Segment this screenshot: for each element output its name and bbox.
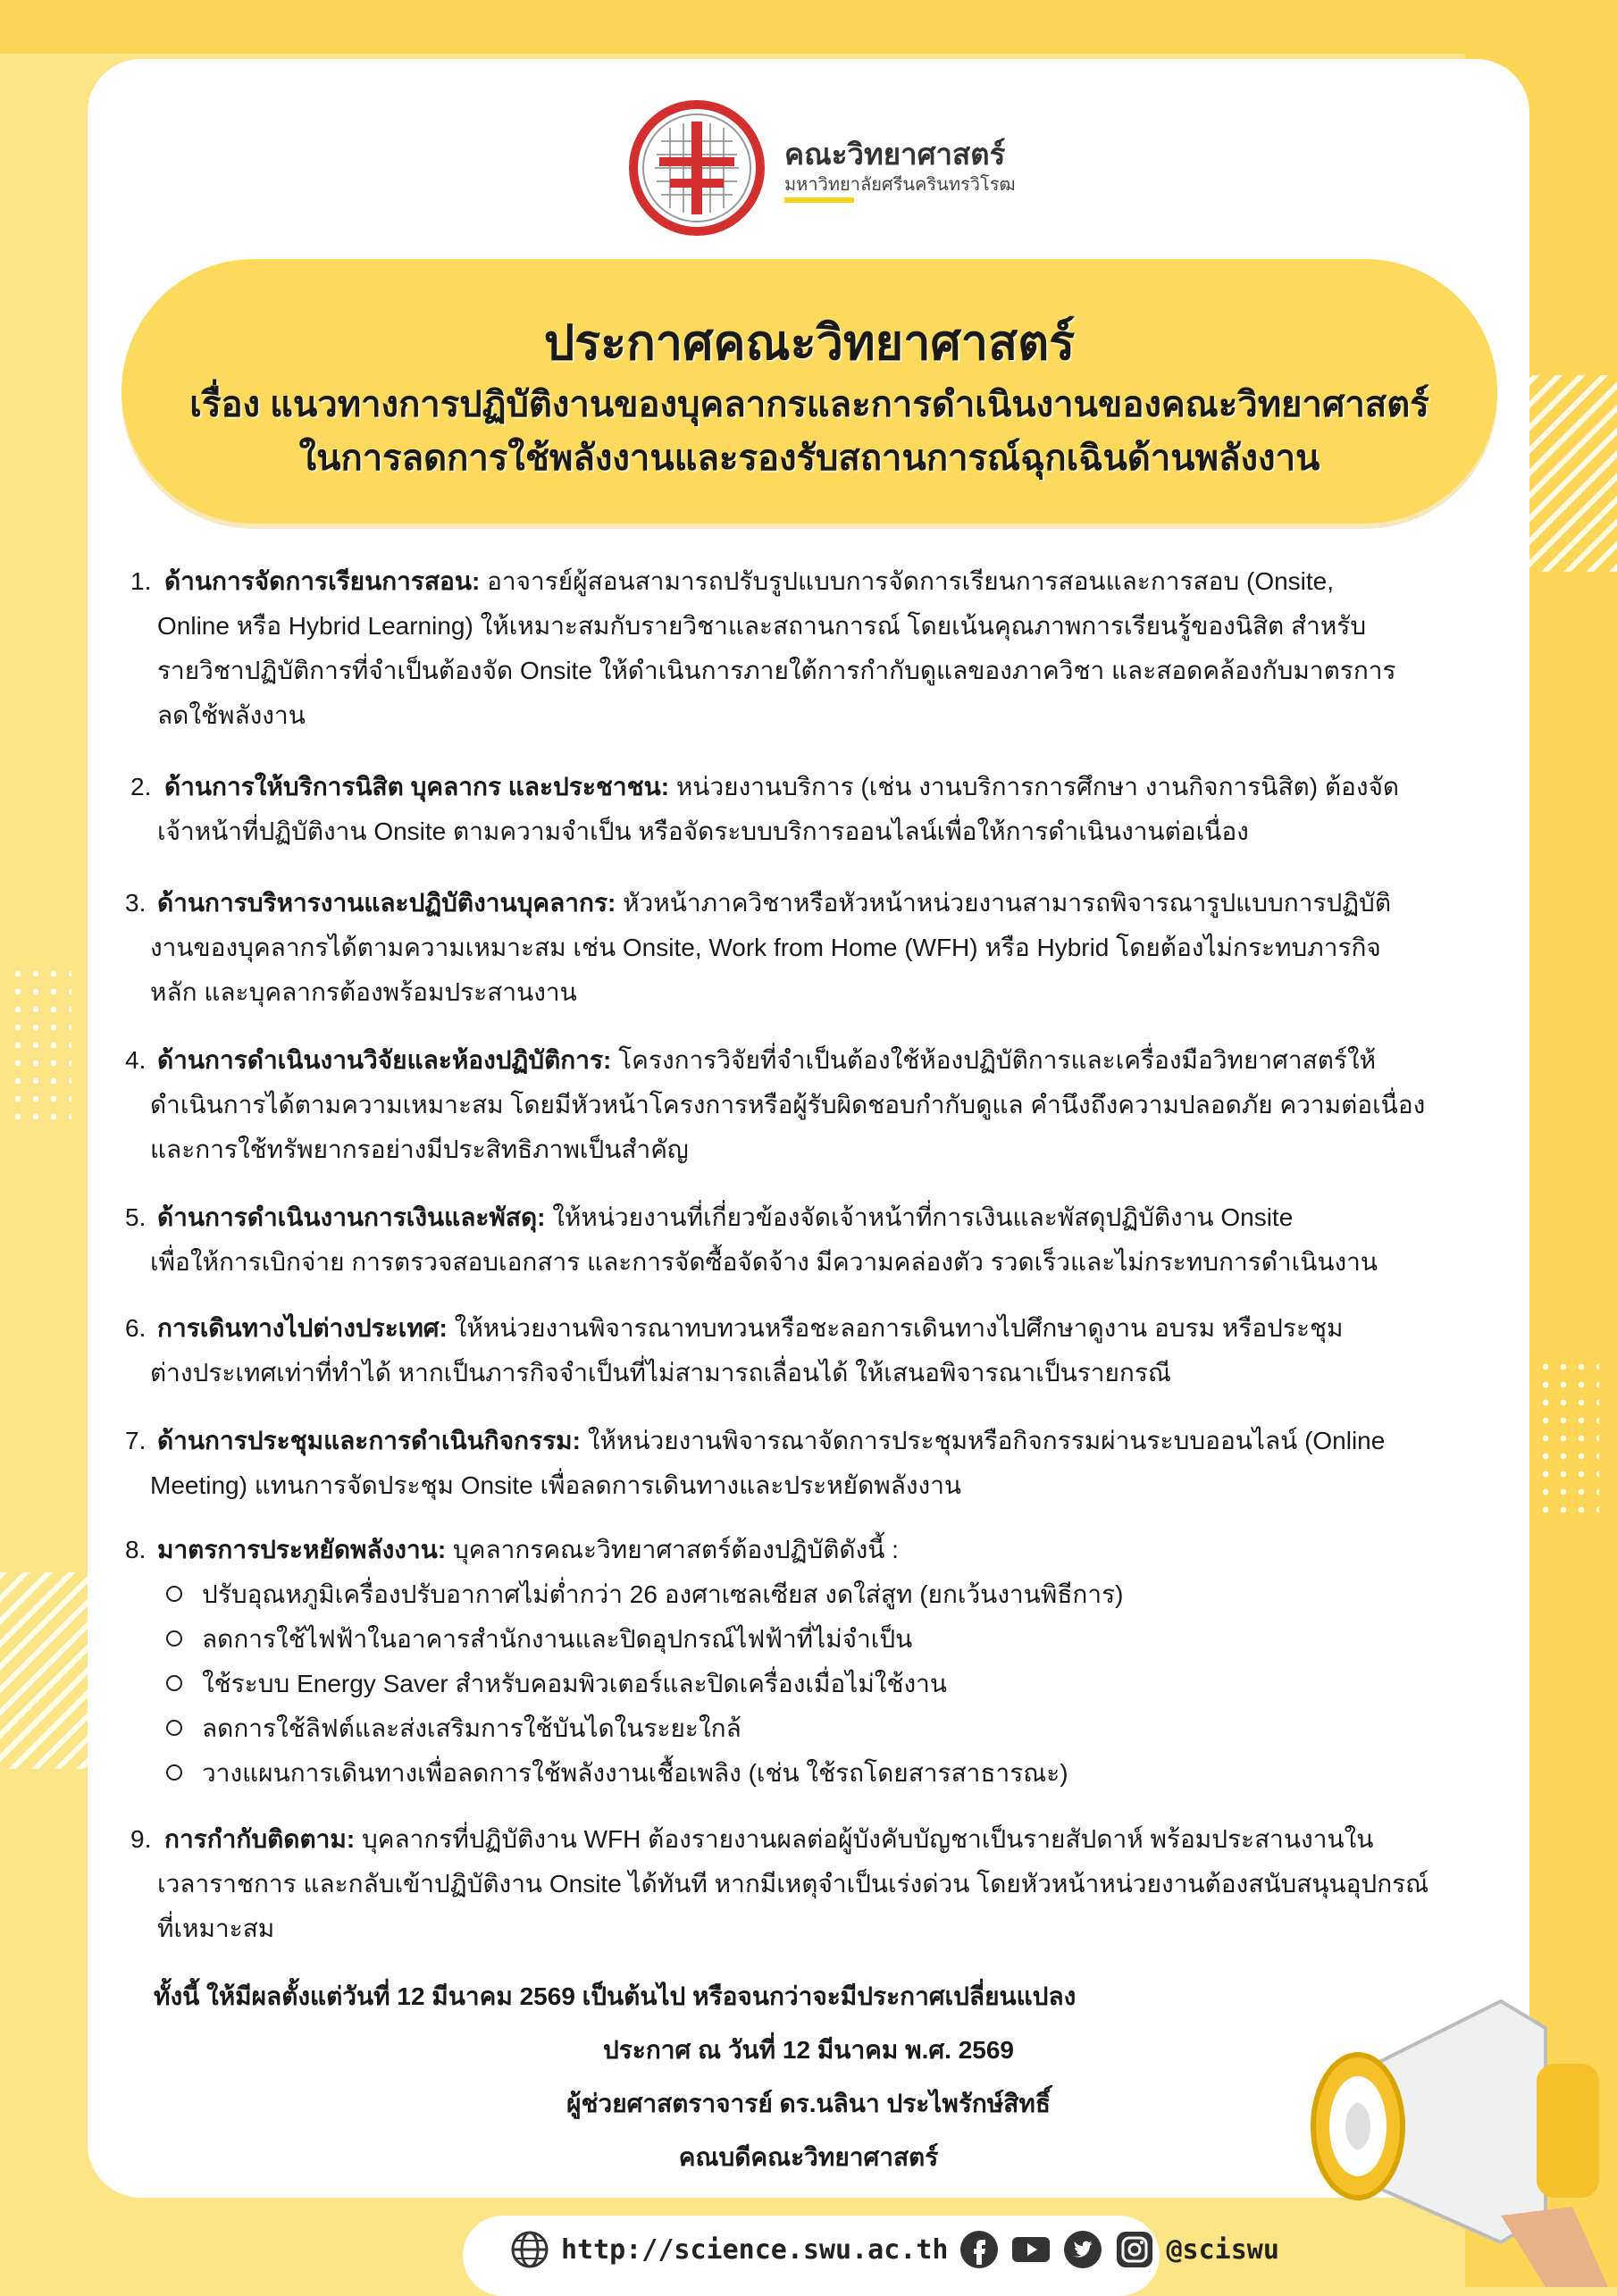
title-subject-cont: ในการลดการใช้พลังงานและรองรับสถานการณ์ฉุกเฉินด้านพลังงาน [298,439,1320,478]
item-first-line [157,1195,1293,1240]
item-text: ให้หน่วยงานที่เกี่ยวข้องจัดเจ้าหน้าที่การเงินและพัสดุปฏิบัติงาน Onsite [545,1203,1294,1231]
background-band-top [0,0,1617,54]
item-text: หลัก และบุคลากรต้องพร้อมประสานงาน [150,978,577,1006]
item-number: 9. [130,1825,152,1853]
seal-icon [625,96,768,239]
announcement-date: ประกาศ ณ วันที่ 12 มีนาคม พ.ศ. 2569 [602,2036,1014,2064]
item-first-line [157,1419,1385,1463]
youtube-icon[interactable] [1010,2229,1051,2270]
bullet-item [166,1706,741,1751]
item-text: บุคลากรคณะวิทยาศาสตร์ต้องปฏิบัติดังนี้ : [446,1536,899,1563]
bullet-text: ลดการใช้ไฟฟ้าในอาคารสำนักงานและปิดอุปกรณ์ไฟฟ้าที่ไม่จำเป็น [202,1625,913,1653]
item-text: ที่เหมาะสม [157,1915,275,1942]
bullet-circle-icon [166,1586,182,1602]
item-first-line [157,1038,1376,1083]
signer-name: ผู้ช่วยศาสตราจารย์ ดร.นลินา ประไพรักษ์สิทธิ์ [566,2090,1051,2117]
bullet-item [166,1751,1068,1796]
item-text: บุคลากรที่ปฏิบัติงาน WFH ต้องรายงานผลต่อผู้บังคับบัญชาเป็นรายสัปดาห์ พร้อมประสานงานใน [355,1825,1374,1853]
bullet-text: ลดการใช้ลิฟต์และส่งเสริมการใช้บันไดในระยะใกล้ [202,1714,741,1742]
faculty-logo [625,96,1016,239]
item-text: Online หรือ Hybrid Learning) ให้เหมาะสมกับรายวิชาและสถานการณ์ โดยเน้นคุณภาพการเรียนรู้ของนิสิต สำหรับ [157,612,1367,640]
faculty-name: คณะวิทยาศาสตร์ [784,138,1006,171]
bullet-item [166,1617,912,1662]
footer-contact [509,2225,1279,2275]
item-heading: ด้านการดำเนินงานการเงินและพัสดุ: [157,1203,546,1231]
item-text: โครงการวิจัยที่จำเป็นต้องใช้ห้องปฏิบัติการและเครื่องมือวิทยาศาสตร์ให้ [611,1046,1377,1074]
university-name: มหาวิทยาลัยศรีนครินทรวิโรฒ [784,175,1016,195]
item-heading: การกำกับติดตาม: [164,1825,356,1853]
item-heading: มาตรการประหยัดพลังงาน: [157,1536,447,1563]
bullet-item [166,1662,947,1706]
item-text: เจ้าหน้าที่ปฏิบัติงาน Onsite ตามความจำเป็น หรือจัดระบบบริการออนไลน์เพื่อให้การดำเนินงานต่อเนื่อง [157,817,1249,845]
bullet-circle-icon [166,1675,182,1691]
twitter-icon[interactable] [1062,2229,1103,2270]
item-heading: ด้านการประชุมและการดำเนินกิจกรรม: [157,1427,581,1454]
social-handle[interactable]: @sciswu [1166,2233,1279,2266]
item-heading: ด้านการจัดการเรียนการสอน: [164,567,481,595]
instagram-icon[interactable] [1114,2229,1155,2270]
item-heading: ด้านการดำเนินงานวิจัยและห้องปฏิบัติการ: [157,1046,612,1074]
item-number: 5. [125,1203,147,1231]
globe-icon [509,2229,550,2270]
item-text: ให้หน่วยงานพิจารณาจัดการประชุมหรือกิจกรรมผ่านระบบออนไลน์ (Online [580,1427,1386,1454]
item-text: หน่วยงานบริการ (เช่น งานบริการการศึกษา งานกิจการนิสิต) ต้องจัด [669,773,1400,800]
item-text: ต่างประเทศเท่าที่ทำได้ หากเป็นภารกิจจำเป็นที่ไม่สามารถเลื่อนได้ ให้เสนอพิจารณาเป็นรายกรณี [150,1359,1171,1387]
item-first-line [157,881,1391,926]
item-heading: ด้านการให้บริการนิสิต บุคลากร และประชาชน: [164,773,670,800]
item-text: และการใช้ทรัพยากรอย่างมีประสิทธิภาพเป็นสำคัญ [150,1135,689,1163]
bullet-text: ใช้ระบบ Energy Saver สำหรับคอมพิวเตอร์และปิดเครื่องเมื่อไม่ใช้งาน [202,1670,947,1697]
item-number: 6. [125,1314,147,1342]
decor-dots [9,965,71,1126]
item-number: 4. [125,1046,147,1074]
item-heading: ด้านการบริหารงานและปฏิบัติงานบุคลากร: [157,889,616,917]
item-text: ให้หน่วยงานพิจารณาทบทวนหรือชะลอการเดินทางไปศึกษาดูงาน อบรม หรือประชุม [447,1314,1344,1342]
item-text: งานของบุคลากรได้ตามความเหมาะสม เช่น Onsite, Work from Home (WFH) หรือ Hybrid โดยต้องไม่กระทบภารกิจ [150,934,1381,961]
megaphone-icon [1278,1948,1617,2287]
item-text: หัวหน้าภาควิชาหรือหัวหน้าหน่วยงานสามารถพิจารณารูปแบบการปฏิบัติ [616,889,1392,917]
page-title: ประกาศคณะวิทยาศาสตร์ [543,316,1076,370]
item-number: 7. [125,1427,147,1454]
item-first-line [157,1528,899,1572]
bullet-circle-icon [166,1764,182,1781]
title-subject: เรื่อง แนวทางการปฏิบัติงานของบุคลากรและการดำเนินงานของคณะวิทยาศาสตร์ [189,385,1429,424]
bullet-text: วางแผนการเดินทางเพื่อลดการใช้พลังงานเชื้อเพลิง (เช่น ใช้รถโดยสารสาธารณะ) [202,1759,1068,1787]
bullet-item [166,1572,1123,1617]
item-text: Meeting) แทนการจัดประชุม Onsite เพื่อลดการเดินทางและประหยัดพลังงาน [150,1471,962,1499]
item-number: 8. [125,1536,147,1563]
decor-dots [1537,1358,1599,1519]
item-first-line [164,1817,1373,1862]
item-first-line [164,765,1399,809]
item-text: รายวิชาปฏิบัติการที่จำเป็นต้องจัด Onsite ให้ดำเนินการภายใต้การกำกับดูแลของภาควิชา และสอดคล้องกับมาตรการ [157,657,1396,684]
website-link[interactable]: http://science.swu.ac.th [561,2233,949,2266]
item-text: เวลาราชการ และกลับเข้าปฏิบัติงาน Onsite ได้ทันที หากมีเหตุจำเป็นเร่งด่วน โดยหัวหน้าหน่วยงานต้องสนับสนุนอุปกรณ์ [157,1870,1429,1898]
bullet-circle-icon [166,1630,182,1647]
item-number: 2. [130,773,152,800]
item-number: 1. [130,567,152,595]
bullet-text: ปรับอุณหภูมิเครื่องปรับอากาศไม่ต่ำกว่า 26 องศาเซลเซียส งดใส่สูท (ยกเว้นงานพิธีการ) [202,1580,1124,1608]
title-banner [121,259,1497,524]
logo-underline [784,197,854,203]
item-heading: การเดินทางไปต่างประเทศ: [157,1314,448,1342]
signer-position: คณบดีคณะวิทยาศาสตร์ [678,2143,939,2171]
effective-date-text: ทั้งนี้ ให้มีผลตั้งแต่วันที่ 12 มีนาคม 2569 เป็นต้นไป หรือจนกว่าจะมีประกาศเปลี่ยนแปลง [154,1982,1077,2010]
item-first-line [164,559,1334,604]
item-text: ดำเนินการได้ตามความเหมาะสม โดยมีหัวหน้าโครงการหรือผู้รับผิดชอบกำกับดูแล คำนึงถึงความปลอดภัย ความต่อเนื่อง [150,1091,1426,1119]
bullet-circle-icon [166,1720,182,1736]
item-text: อาจารย์ผู้สอนสามารถปรับรูปแบบการจัดการเรียนการสอนและการสอบ (Onsite, [480,567,1335,595]
facebook-icon[interactable] [959,2229,1000,2270]
item-text: ลดใช้พลังงาน [157,701,306,729]
item-text: เพื่อให้การเบิกจ่าย การตรวจสอบเอกสาร และการจัดซื้อจัดจ้าง มีความคล่องตัว รวดเร็วและไม่กระทบการดำเนินงาน [150,1248,1378,1276]
item-first-line [157,1306,1343,1351]
item-number: 3. [125,889,147,917]
